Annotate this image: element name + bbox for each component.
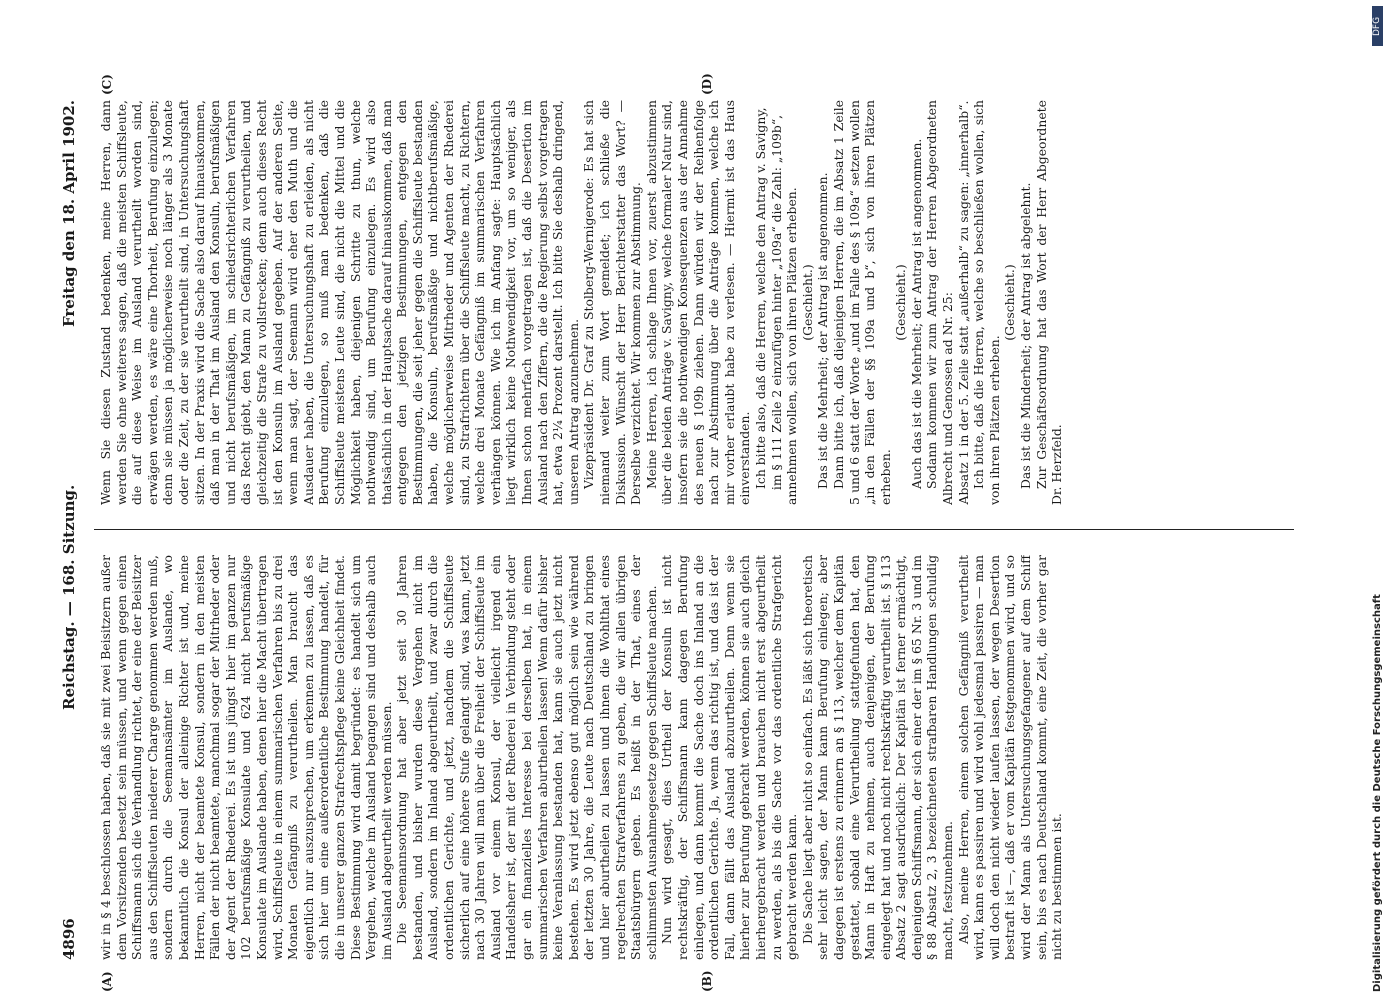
paragraph: Wenn Sie diesen Zustand bedenken, meine Herren, dann werden Sie ohne weiteres sagen, daß die meisten Schiffsleute, die auf diese Weise im Ausland verurtheilt worden sind, erwägen werden, es wäre eine Thorheit, Berufung einzulegen; denn sie müssen ja möglicherweise noch länger als 3 Monate oder die Zeit, zu der sie verurtheilt sind, in Untersuchungshaft sitzen. In der Praxis wird die Sache also darauf hinauskommen, daß man in der That im Ausland den Konsuln, berufsmäßigen und nicht berufsmäßigen, im schiedsrichterlichen Verfahren das Recht giebt, den Mann zu Gefängniß zu verurtheilen, und gleichzeitig die Strafe zu vollstrecken; denn auch dieses Recht ist den Konsuln im Ausland gegeben. Auf der anderen Seite, wenn man sagt, der Seemann wird eher den Muth und die Ausdauer haben, die Untersuchungshaft zu erleiden, als nicht Berufung einzulegen, so muß man bedenken, daß die Schiffsleute meistens Leute sind, die nicht die Mittel und die Möglichkeit haben, diejenigen Schritte zu thun, welche nothwendig sind, um Berufung einzulegen. Es wird also thatsächlich in der Hauptsache darauf hinauskommen, daß man entgegen den jetzigen Bestimmungen, entgegen den Bestimmungen, die seit jeher gegen die Schiffsleute bestanden haben, die Konsuln, berufsmäßige und nichtberufsmäßige, welche möglicherweise Mitrheder und Agenten der Rhederei sind, zu Strafrichtern über die Schiffsleute macht, zu Richtern, welche drei Monate Gefängniß im summarischen Verfahren verhängen können. Wie ich im Anfang sagte: Hauptsächlich liegt wirklich keine Nothwendigkeit vor, um so weniger, als Ihnen schon mehrfach vorgetragen ist, daß die Desertion im Ausland nach den Ziffern, die die Regierung selbst vorgetragen hat, etwa 2¼ Prozent darstellt. Ich bitte Sie deshalb dringend, unseren Antrag anzunehmen. — [98, 100, 581, 505]
digitization-credit: Digitalisierung gefördert durch die Deutsche Forschungsgemeinschaft — [1372, 594, 1383, 992]
paragraph: Die Sache liegt aber nicht so einfach. Es läßt sich theoretisch sehr leicht sagen, der Mann kann Berufung einlegen; aber dagegen ist erstens zu erinnern an § 113, welcher dem Kapitän gestattet, sobald eine Verurtheilung stattgefunden hat, den Mann in Haft zu nehmen, auch denjenigen, der Berufung eingelegt hat und noch nicht rechtskräftig verurtheilt ist. § 113 Absatz 2 sagt ausdrücklich: Der Kapitän ist ferner ermächtigt, denjenigen Schiffsmann, der sich einer der im § 65 Nr. 3 und im § 88 Absatz 2, 3 bezeichneten strafbaren Handlungen schuldig macht, festzunehmen. — [799, 555, 956, 960]
paragraph: Ich bitte, daß die Herren, welche so beschließen wollen, sich von ihren Plätzen erheben. — [971, 100, 1002, 505]
rotated-page — [60, 70, 1320, 1000]
paragraph: Dann bitte ich, daß diejenigen Herren, die im Absatz 1 Zeile 5 und 6 statt der Worte „und im Falle des § 109a“ setzen wollen „in den Fällen der §§ 109a und b“, sich von ihren Plätzen erheben. — [830, 100, 893, 505]
margin-marker-d: (D) — [700, 73, 714, 95]
paragraph: annehmen wollen, sich von ihren Plätzen erheben. — [784, 187, 800, 505]
paragraph: Das ist die Mehrheit; der Antrag ist angenommen. — [815, 172, 831, 489]
paragraph: Meine Herren, ich schlage Ihnen vor, zuerst abzustimmen über die beiden Anträge v. Savigny, welche formaler Natur sind, insofern sie die nothwendigen Konsequenzen aus der Annahme des neuen § 109b ziehen. Dann würden wir der Reihenfolge nach zur Abstimmung über die Anträge kommen, welche ich mir vorher erlaubt habe zu verlesen. — Hiermit ist das Haus einverstanden. — [643, 100, 753, 505]
margin-marker-b: (B) — [700, 970, 714, 992]
margin-marker-c: (C) — [100, 74, 114, 95]
paragraph: Nun wird gesagt, dies Urtheil der Konsuln ist nicht rechtskräftig, der Schiffsmann kann dagegen Berufung einlegen, und dann kommt die Sache doch ins Inland an die ordentlichen Gerichte. Ja, wenn das richtig ist, und das ist der Fall, dann fällt das Ausland abzuurtheilen. Denn wenn sie hierher zur Berufung gebracht werden, können sie auch gleich hierhergebracht werden und brauchen nicht erst abgeurtheilt zu werden, als bis die Sache vor das ordentliche Strafgericht gebracht werden kann. — [659, 555, 800, 960]
column-divider — [94, 529, 1294, 530]
stage-direction: (Geschieht.) — [1002, 264, 1018, 341]
paragraph: Zur Geschäftsordnung hat das Wort der Herr Abgeordnete Dr. Herzfeld. — [1033, 100, 1065, 505]
paragraph: Ich bitte also, daß die Herren, welche den Antrag v. Savigny, — [752, 107, 768, 489]
paragraph: Das ist die Minderheit; der Antrag ist abgelehnt. — [1018, 182, 1034, 489]
speaker-paragraph: Vizepräsident Dr. Graf zu Stolberg-Wernigerode: Es hat sich niemand weiter zum Wort gemeldet; ich schließe die Diskussion. Wünscht der Herr Berichterstatter das Wort? — Derselbe verzichtet. Wir kommen zur Abstimmung. — [581, 100, 644, 505]
paragraph: Die Seemannsordnung hat aber jetzt seit 30 Jahren bestanden, und bisher wurden diese Vergehen nicht im Ausland, sondern im Inland abgeurtheilt, und zwar durch die ordentlichen Gerichte, und jetzt, nachdem die Schiffsleute sicherlich auf eine höhere Stufe gelangt sind, was kann, jetzt nach 30 Jahren will man über die Freiheit der Schiffsleute im Ausland vor einem Konsul, der vielleicht irgend ein Handelsherr ist, der mit der Rhederei in Verbindung steht oder gar ein finanzielles Interesse bei derselben hat, in einem summarischen Verfahren aburtheilen lassen! Wenn dafür bisher keine Veranlassung bestanden hat, kann sie auch jetzt nicht bestehen. Es wird jetzt ebenso gut möglich sein wie während der letzten 30 Jahre, die Leute nach Deutschland zu bringen und hier aburtheilen zu lassen und ihnen die Wohlthat eines regelrechten Strafverfahrens zu geben, die wir allen übrigen Staatsbürgern geben. Es heißt in der That, eines der schlimmsten Ausnahmegesetze gegen Schiffsleute machen. — [394, 555, 659, 960]
stage-direction: (Geschieht.) — [893, 264, 909, 341]
dfg-logo: DFG — [1372, 6, 1383, 46]
paragraph: Also, meine Herren, einem solchen Gefängniß verurtheilt wird, kann es passiren und wird wohl jedesmal passiren — man will doch den nicht wieder laufen lassen, der wegen Desertion bestraft ist —, daß er vom Kapitän festgenommen wird, und so wird der Mann als Untersuchungsgefangener auf dem Schiff sein, bis es nach Deutschland kommt, eine Zeit, die vorher gar nicht zu bestimmen ist. — [955, 555, 1065, 960]
page-number: 4896 — [60, 918, 78, 960]
margin-marker-a: (A) — [100, 971, 114, 992]
session-date: Freitag den 18. April 1902. — [60, 100, 78, 327]
paragraph: Sodann kommen wir zum Antrag der Herren Abgeordneten Albrecht und Genossen ad Nr. 25: — [924, 100, 956, 505]
left-column — [98, 555, 1298, 960]
motion-text: Absatz 1 in der 5. Zeile statt „außerhalb“ zu sagen: „innerhalb“. — [955, 100, 971, 505]
stage-direction: (Geschieht.) — [799, 264, 815, 341]
page-header — [60, 100, 86, 960]
paragraph: Auch das ist die Mehrheit; der Antrag ist angenommen. — [908, 138, 924, 489]
motion-text: im § 111 Zeile 2 einzufügen hinter „109a“ die Zahl: „109b“, — [768, 114, 784, 491]
session-title: Reichstag. — 168. Sitzung. — [60, 484, 78, 710]
right-column — [98, 100, 1298, 505]
paragraph: wir in § 4 beschlossen haben, daß sie mit zwei Beisitzern außer dem Vorsitzenden besetzt sein müssen, und wenn gegen einen Schiffsmann sich die Verhandlung richtet, der eine der Beisitzer aus den Schiffsleuten niederer Charge genommen werden muß, sondern durch die Seemannsämter im Auslande, wo bekanntlich die Konsul der alleinige Richter ist und, meine Herren, nicht der beamtete Konsul, sondern in den meisten Fällen der nicht beamtete, manchmal sogar der Mitrheder oder der Agent der Rhederei. Es ist uns jüngst hier im ganzen nur 102 berufsmäßige Konsulate und 624 nicht berufsmäßige Konsulate im Auslande haben, denen hier die Macht übertragen wird, Schiffsleute in einem summarischen Verfahren bis zu drei Monaten Gefängniß zu verurtheilen. Man braucht das eigentlich nur auszusprechen, um erkennen zu lassen, daß es sich hier um eine außerordentliche Bestimmung handelt, für die in unserer ganzen Strafrechtspflege keine Gleichheit findet. Diese Bestimmung wird damit begründet: es handelt sich um Vergehen, welche im Ausland begangen sind und deshalb auch im Ausland abgeurtheilt werden müssen. — [98, 555, 394, 960]
